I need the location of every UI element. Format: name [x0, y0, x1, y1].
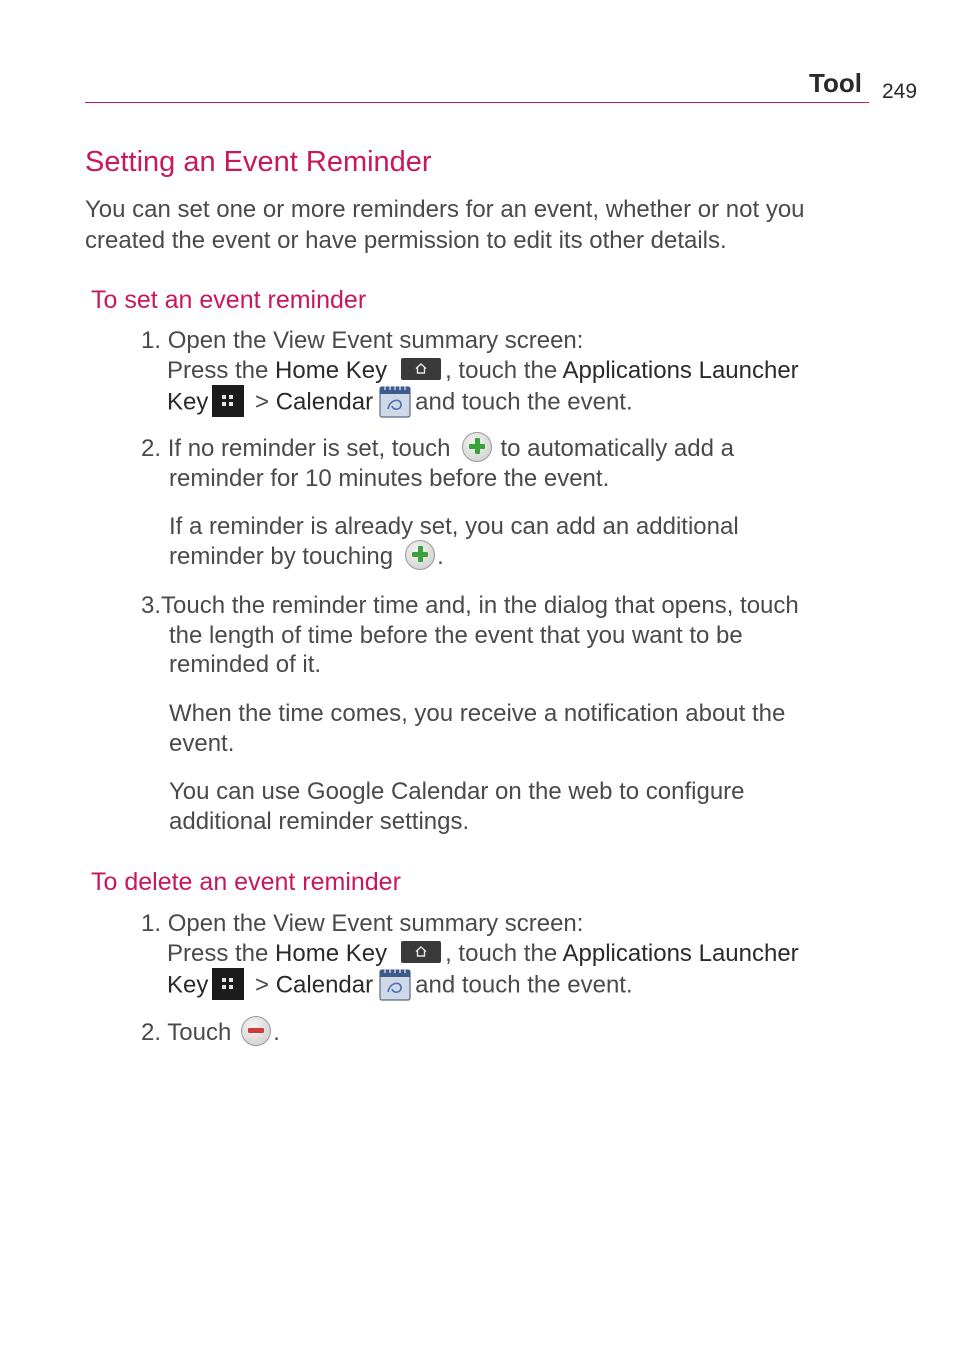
header-section-title: Tool — [809, 68, 862, 98]
calendar-icon — [379, 967, 411, 1001]
add-reminder-icon — [405, 540, 435, 570]
set-step1-line3 — [167, 386, 633, 420]
step-text: and touch the event. — [415, 971, 633, 999]
delete-step2-line1 — [141, 1018, 280, 1049]
step-text: Press the — [167, 357, 276, 384]
home-key-icon — [401, 358, 441, 380]
step-number: 2. — [141, 1019, 162, 1046]
set-step2-line1 — [141, 434, 734, 465]
step-text: Touch the reminder time and, in the dialog that opens, touch — [161, 592, 799, 619]
step-text: . — [437, 543, 444, 570]
set-step2-para-line2 — [169, 542, 444, 573]
set-step1-line2 — [167, 356, 799, 386]
set-step2-para-line1: If a reminder is already set, you can add an additional — [169, 513, 739, 540]
step-text: If no reminder is set, touch — [167, 435, 451, 462]
step-text: and touch the event. — [415, 388, 633, 416]
key-label: Key — [167, 388, 209, 416]
step-text: , touch the — [445, 940, 563, 967]
home-key-label: Home Key — [275, 940, 388, 967]
calendar-label: Calendar — [275, 971, 374, 999]
set-step1-line1 — [141, 326, 583, 356]
set-step3-line1 — [141, 591, 799, 621]
set-step3-para2-line2: additional reminder settings. — [169, 808, 470, 835]
step-text: reminder by touching — [169, 543, 394, 570]
set-step3-para1-line2: event. — [169, 730, 235, 757]
remove-reminder-icon — [241, 1016, 271, 1046]
step-number: 2. — [141, 435, 162, 462]
step-text: Open the View Event summary screen: — [167, 910, 584, 937]
step-text: . — [273, 1019, 280, 1046]
set-step3-line3: reminded of it. — [169, 651, 322, 678]
applications-launcher-icon — [212, 968, 244, 1000]
applications-launcher-icon — [212, 385, 244, 417]
home-key-icon — [401, 941, 441, 963]
step-number: 3. — [141, 592, 162, 619]
set-step3-line2: the length of time before the event that you want to be — [169, 622, 743, 649]
page-number: 249 — [882, 80, 918, 103]
step-number: 1. — [141, 327, 162, 354]
step-text: Press the — [167, 940, 276, 967]
step-number: 1. — [141, 910, 162, 937]
delete-step1-line1 — [141, 909, 583, 939]
step-text: , touch the — [445, 357, 563, 384]
apps-launcher-label: Applications Launcher — [562, 940, 799, 967]
calendar-label: Calendar — [275, 388, 374, 416]
set-step2-line2: reminder for 10 minutes before the event. — [169, 465, 610, 492]
set-step3-para1-line1: When the time comes, you receive a notification about the — [169, 700, 786, 727]
set-step3-para2-line1: You can use Google Calendar on the web to configure — [169, 778, 745, 805]
step-text: > — [248, 388, 276, 416]
intro-paragraph: You can set one or more reminders for an event, whether or not you created the event or have permission to edit its other details. — [85, 196, 805, 254]
delete-step1-line2 — [167, 939, 799, 969]
header-rule — [85, 102, 869, 103]
subhead-delete-reminder: To delete an event reminder — [91, 868, 401, 896]
delete-step1-line3 — [167, 969, 633, 1003]
step-text: Touch — [167, 1019, 232, 1046]
step-text: Open the View Event summary screen: — [167, 327, 584, 354]
home-key-label: Home Key — [275, 357, 388, 384]
step-text: > — [248, 971, 276, 999]
key-label: Key — [167, 971, 209, 999]
subhead-set-reminder: To set an event reminder — [91, 286, 367, 314]
page-title: Setting an Event Reminder — [85, 146, 432, 178]
apps-launcher-label: Applications Launcher — [562, 357, 799, 384]
calendar-icon — [379, 384, 411, 418]
step-text: to automatically add a — [500, 435, 734, 462]
add-reminder-icon — [462, 432, 492, 462]
